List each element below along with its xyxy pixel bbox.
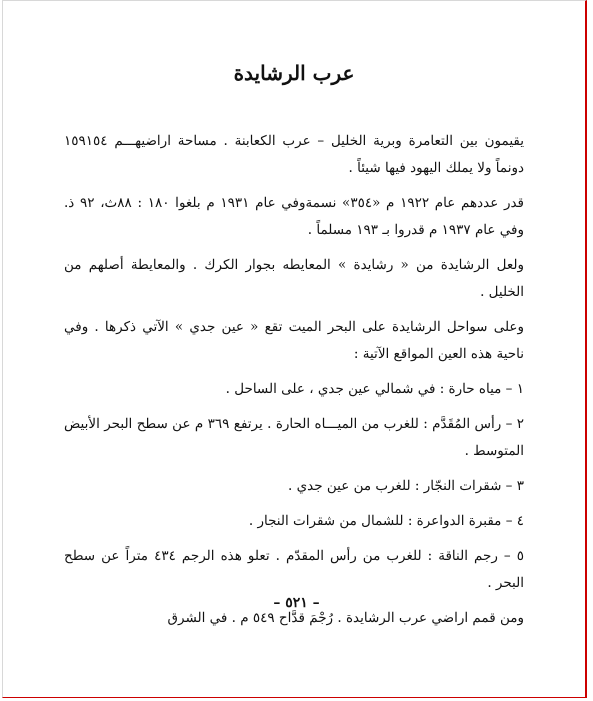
- list-item-hot-springs: ١ – مياه حارة : في شمالي عين جدي ، على الساحل .: [225, 381, 524, 397]
- page-number: – ٥٢١ –: [273, 595, 320, 611]
- list-item-rujm-al-naqa: ٥ – رجم الناقة : للغرب من رأس المقدّم . تعلو هذه الرجم ٤٣٤ متراً عن سطح البحر .: [64, 548, 524, 591]
- document-body: [64, 58, 524, 640]
- list-item-ras-al-muqaddam: ٢ – رأس المُقَدَّم : للغرب من الميـــاه الحارة . يرتفع ٣٦٩ م عن سطح البحر الأبيض المتوسط .: [64, 416, 524, 459]
- paragraph-origin: ولعل الرشايدة من « رشايدة » المعايطه بجوار الكرك . والمعايطة أصلهم من الخليل .: [64, 257, 524, 300]
- list-item-shuqrat-al-najjar: ٣ – شقرات النجّار : للغرب من عين جدي .: [288, 478, 524, 494]
- list-item-maqbarat-al-dawaira: ٤ – مقبرة الدواعرة : للشمال من شقرات النجار .: [248, 513, 524, 529]
- paragraph-location: يقيمون بين التعامرة وبرية الخليل – عرب الكعابنة . مساحة اراضيهـــم ١٥٩١٥٤ دونماً ولا يملك اليهود فيها شيئاً .: [64, 133, 524, 176]
- page-title: عرب الرشايدة: [233, 61, 355, 85]
- paragraph-ein-jedi: وعلى سواحل الرشايدة على البحر الميت تقع « عين جدي » الآتي ذكرها . وفي ناحية هذه العين المواقع الآتية :: [64, 319, 524, 362]
- paragraph-peaks: ومن قمم اراضي عرب الرشايدة . رُجْمَ قدَّاح ٥٤٩ م . في الشرق: [167, 610, 524, 626]
- paragraph-population: قدر عددهم عام ١٩٢٢ م «٣٥٤» نسمةوفي عام ١٩٣١ م بلغوا ١٨٠ : ٨٨ث، ٩٢ ذ. وفي عام ١٩٣٧ م قدروا بـ ١٩٣ مسلماً .: [64, 195, 525, 238]
